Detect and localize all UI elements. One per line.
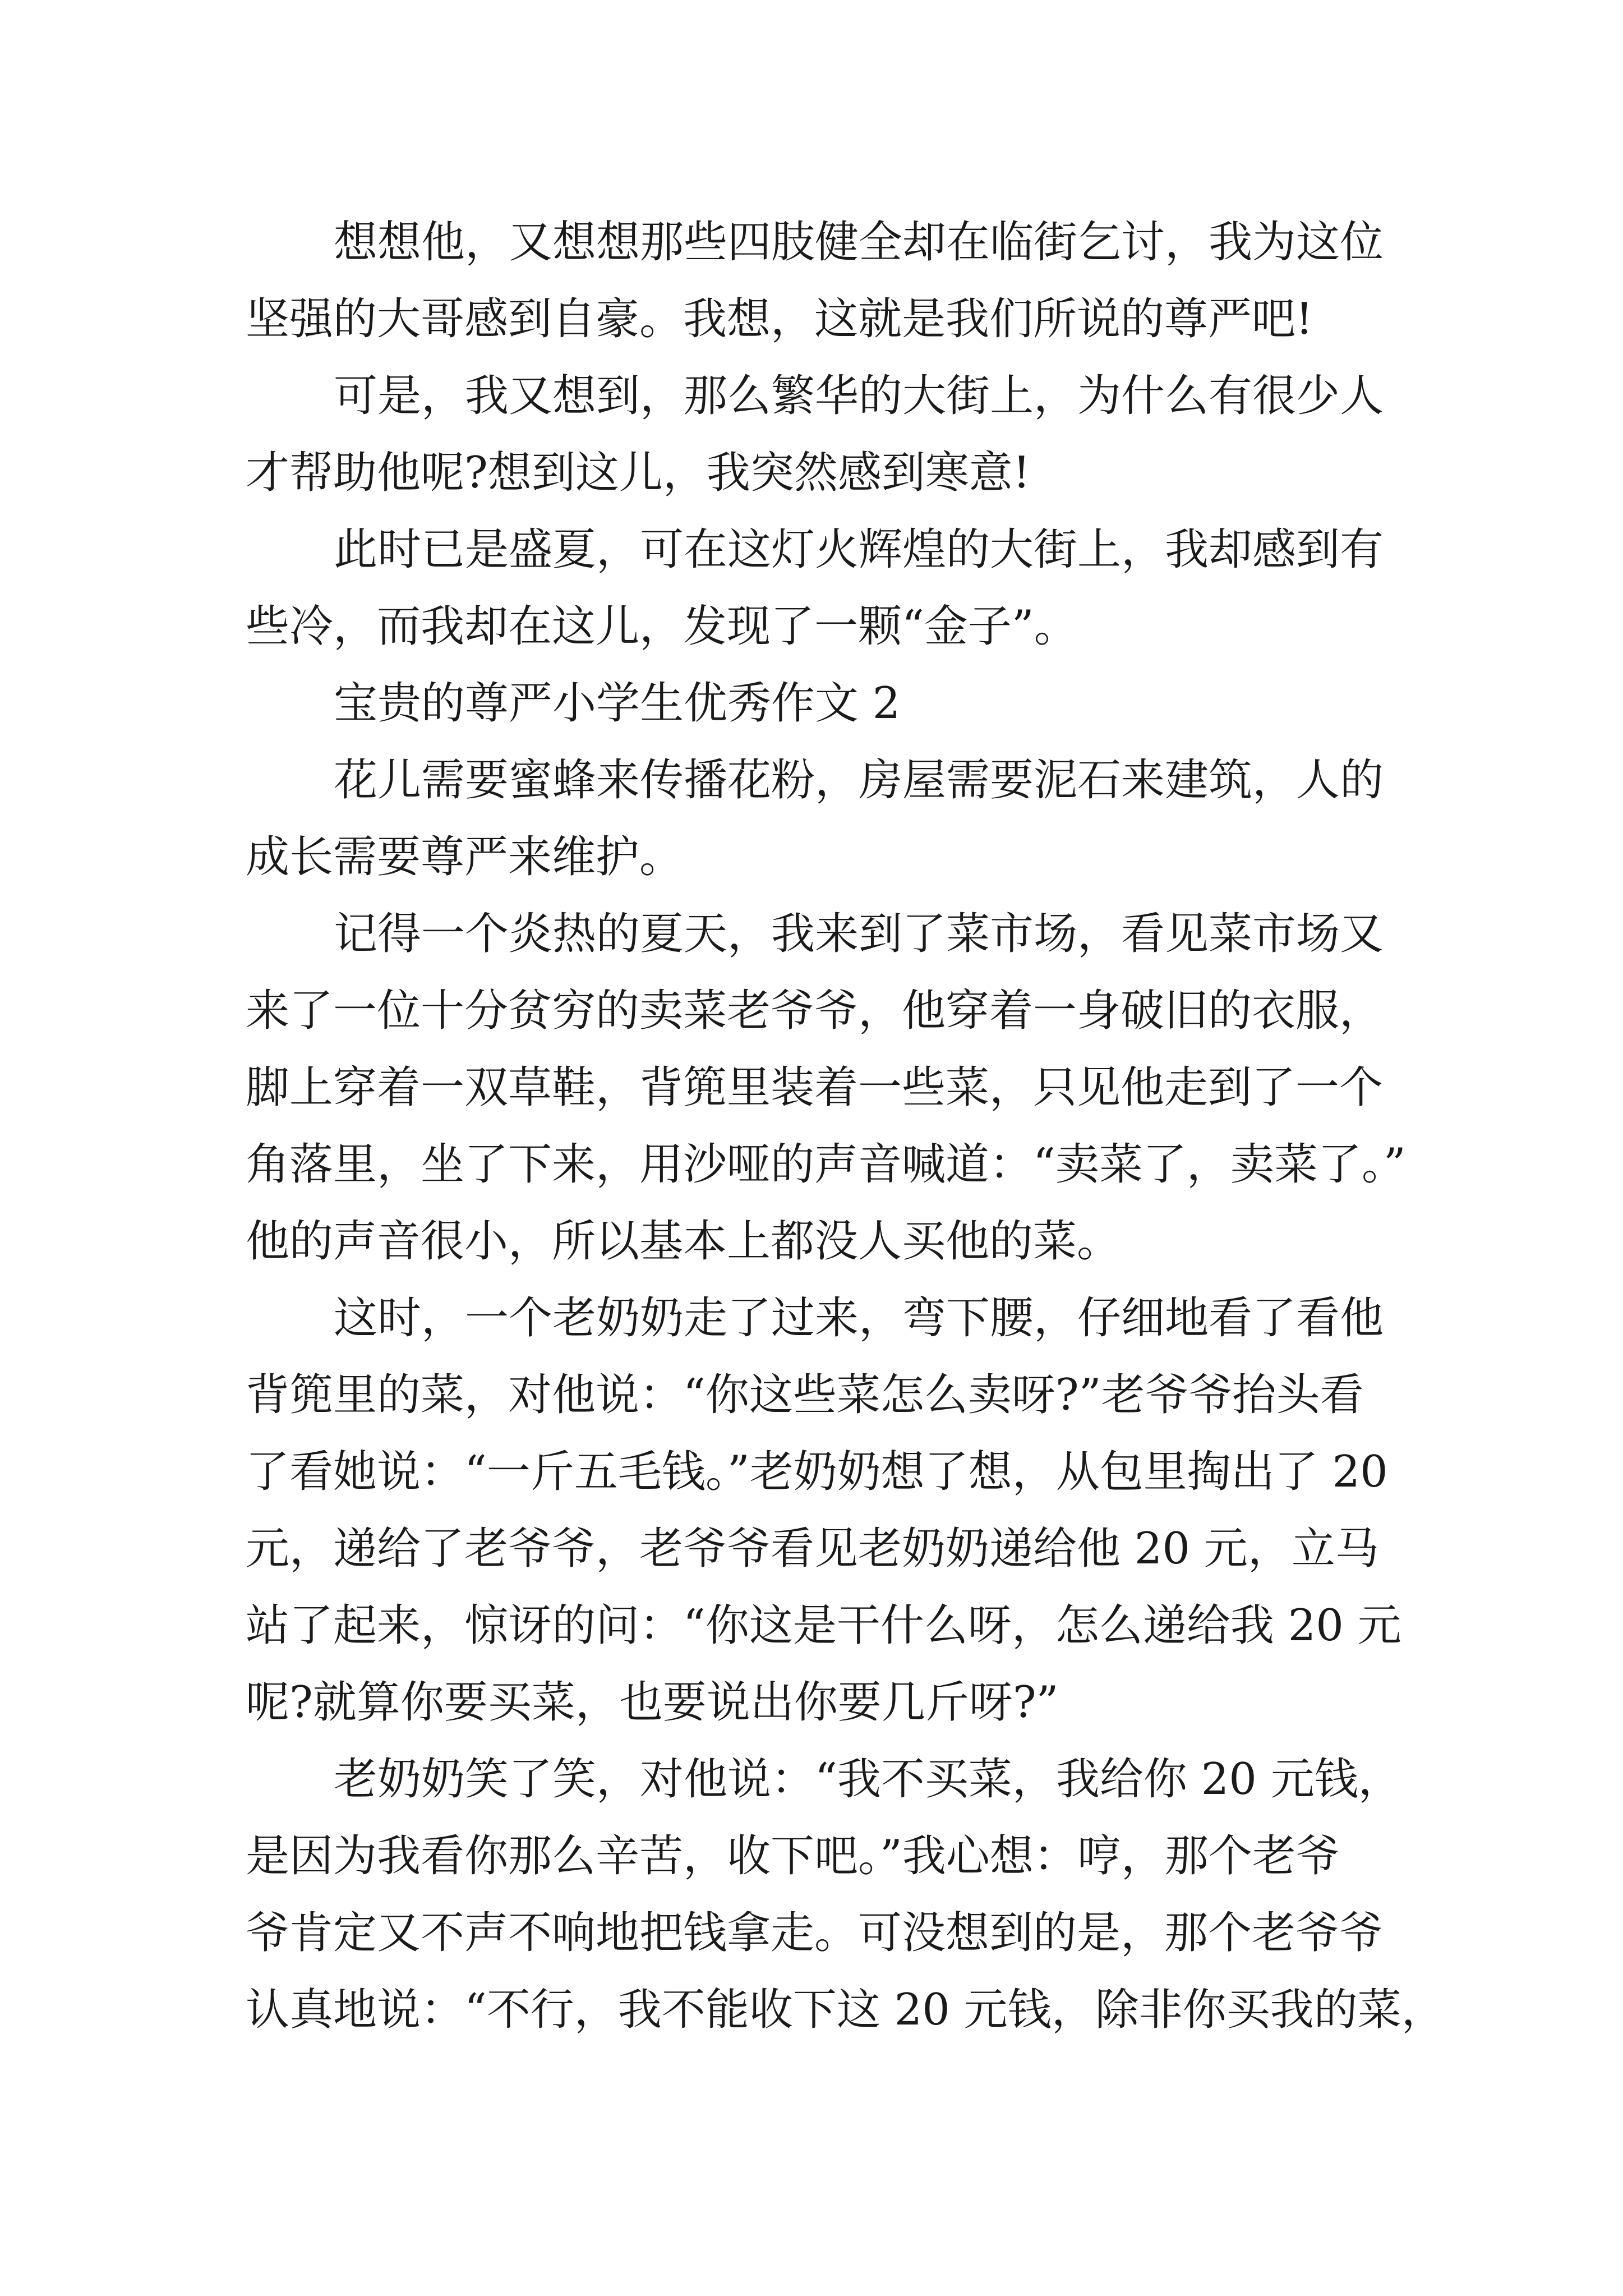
text-line-content: 了看她说：“一斤五毛钱。”老奶奶想了想，从包里掏出了 20 <box>246 1447 1388 1497</box>
text-line <box>0 1817 1623 1895</box>
text-line-content: 花儿需要蜜蜂来传播花粉，房屋需要泥石来建筑，人的 <box>334 755 1384 806</box>
text-line <box>0 1971 1623 2049</box>
text-line <box>0 1048 1623 1127</box>
text-line <box>0 818 1623 896</box>
text-line <box>0 510 1623 589</box>
text-line-content: 认真地说：“不行，我不能收下这 20 元钱，除非你买我的菜， <box>246 1985 1445 2035</box>
text-line-content: 脚上穿着一双草鞋，背篼里装着一些菜，只见他走到了一个 <box>246 1062 1384 1113</box>
text-line <box>0 1586 1623 1665</box>
text-line-content: 爷肯定又不声不响地把钱拿走。可没想到的是，那个老爷爷 <box>246 1908 1384 1958</box>
text-line <box>0 1740 1623 1819</box>
text-line-content: 记得一个炎热的夏天，我来到了菜市场，看见菜市场又 <box>334 909 1384 959</box>
text-line-content: 此时已是盛夏，可在这灯火辉煌的大街上，我却感到有 <box>334 524 1384 575</box>
text-line-content: 来了一位十分贫穷的卖菜老爷爷，他穿着一身破旧的衣服， <box>246 986 1384 1036</box>
text-line <box>0 1279 1623 1358</box>
text-line-content: 可是，我又想到，那么繁华的大街上，为什么有很少人 <box>334 371 1384 421</box>
text-line <box>0 1202 1623 1281</box>
text-line <box>0 280 1623 358</box>
text-line <box>0 1663 1623 1742</box>
text-line-content: 想想他，又想想那些四肢健全却在临街乞讨，我为这位 <box>334 217 1384 268</box>
text-line-content: 是因为我看你那么辛苦，收下吧。”我心想：哼，那个老爷 <box>246 1831 1340 1881</box>
text-line <box>0 357 1623 435</box>
text-line <box>0 203 1623 282</box>
text-line <box>0 1356 1623 1434</box>
text-line-content: 背篼里的菜，对他说：“你这些菜怎么卖呀?”老爷爷抬头看 <box>246 1370 1364 1420</box>
text-line-content: 成长需要尊严来维护。 <box>246 832 684 882</box>
section-heading-text: 宝贵的尊严小学生优秀作文 2 <box>334 678 901 729</box>
text-line-content: 些冷，而我却在这儿，发现了一颗“金子”。 <box>246 601 1078 652</box>
text-line-content: 才帮助他呢?想到这儿，我突然感到寒意! <box>246 448 1031 498</box>
text-line-content: 角落里，坐了下来，用沙哑的声音喊道：“卖菜了，卖菜了。” <box>246 1139 1406 1190</box>
text-line-content: 站了起来，惊讶的问：“你这是干什么呀，怎么递给我 20 元 <box>246 1600 1401 1651</box>
text-line-content: 呢?就算你要买菜，也要说出你要几斤呀?” <box>246 1677 1059 1728</box>
text-line <box>0 741 1623 820</box>
text-line <box>0 1433 1623 1511</box>
text-line-content: 坚强的大哥感到自豪。我想，这就是我们所说的尊严吧! <box>246 294 1313 344</box>
text-line <box>0 1125 1623 1204</box>
text-line <box>0 895 1623 973</box>
text-line-content: 元，递给了老爷爷，老爷爷看见老奶奶递给他 20 元，立马 <box>246 1524 1379 1574</box>
text-line <box>0 972 1623 1050</box>
section-heading <box>0 664 1623 743</box>
text-line <box>0 587 1623 666</box>
text-line-content: 他的声音很小，所以基本上都没人买他的菜。 <box>246 1216 1121 1267</box>
text-line <box>0 1510 1623 1588</box>
text-line-content: 老奶奶笑了笑，对他说：“我不买菜，我给你 20 元钱， <box>334 1754 1402 1805</box>
text-line-content: 这时，一个老奶奶走了过来，弯下腰，仔细地看了看他 <box>334 1293 1384 1343</box>
text-line <box>0 434 1623 512</box>
text-line <box>0 1894 1623 1972</box>
